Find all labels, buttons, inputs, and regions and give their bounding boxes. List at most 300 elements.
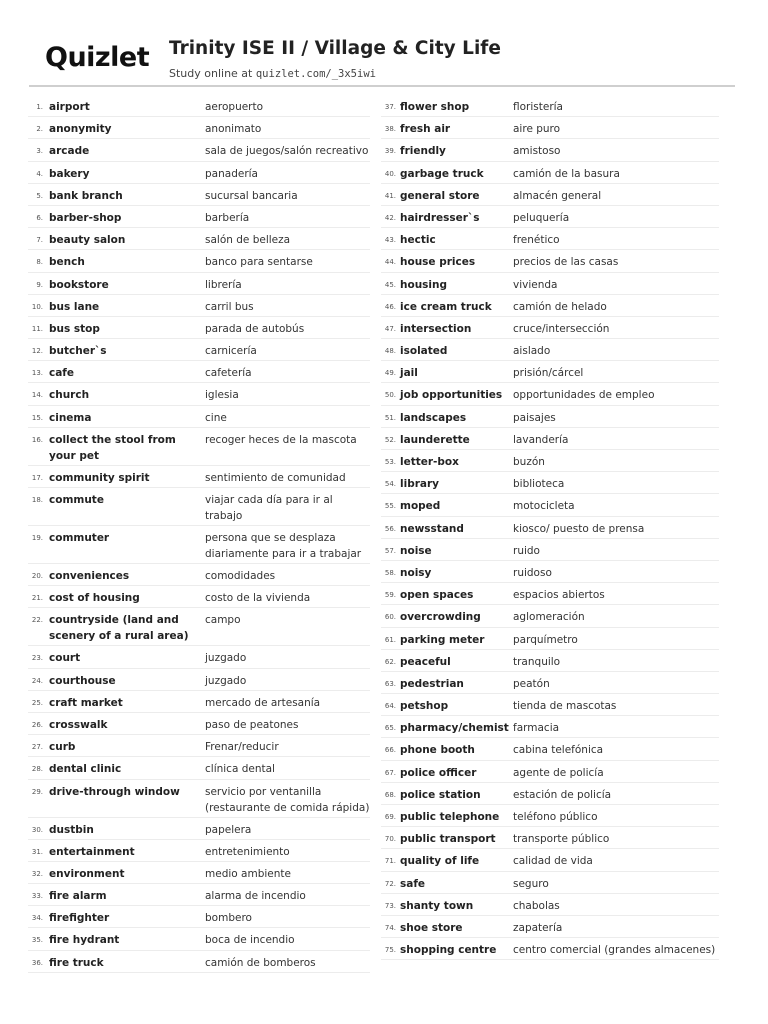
item-number: 18. — [31, 496, 43, 504]
item-number: 22. — [31, 616, 43, 625]
list-item — [381, 406, 719, 428]
list-item — [381, 672, 719, 694]
definition: cruce/intersección — [513, 322, 610, 335]
list-item — [381, 694, 719, 716]
item-number: 41. — [384, 191, 396, 200]
item-number: 7. — [36, 236, 43, 245]
definition: cine — [205, 411, 227, 424]
definition: sala de juegos/salón recreativo — [205, 145, 369, 158]
list-item — [381, 428, 719, 450]
item-number: 19. — [31, 534, 43, 542]
item-number: 32. — [31, 869, 43, 878]
list-item — [28, 757, 370, 779]
item-number: 45. — [384, 280, 396, 289]
item-number: 36. — [31, 958, 43, 967]
item-number: 30. — [31, 825, 43, 834]
list-item — [381, 383, 719, 405]
definition: cabina telefónica — [513, 744, 604, 757]
study-online-link[interactable]: quizlet.com/_3x5iwi — [255, 68, 376, 80]
term: landscapes — [400, 411, 467, 424]
item-number: 53. — [384, 458, 396, 466]
term: shoe store — [400, 921, 463, 934]
list-item — [28, 906, 370, 928]
item-number: 31. — [31, 847, 43, 856]
term: conveniences — [49, 570, 130, 582]
item-number: 24. — [31, 676, 43, 685]
definition: aire puro — [513, 123, 561, 136]
list-item — [28, 840, 370, 862]
term: beauty salon — [49, 234, 126, 247]
item-number: 11. — [31, 324, 43, 333]
definition: zapatería — [513, 921, 563, 934]
item-number: 61. — [384, 635, 396, 644]
list-item — [28, 884, 370, 906]
item-number: 68. — [384, 790, 396, 799]
term: isolated — [400, 345, 448, 358]
definition: calidad de vida — [513, 855, 593, 868]
definition: camión de helado — [513, 300, 607, 313]
definition: campo — [205, 614, 241, 627]
definition: lavandería — [513, 433, 569, 446]
definition: carnicería — [205, 345, 257, 358]
term: commute — [49, 494, 104, 506]
definition: alarma de incendio — [205, 890, 306, 903]
definition: sucursal bancaria — [205, 189, 298, 202]
item-number: 3. — [36, 147, 43, 156]
definition: sentimiento de comunidad — [205, 471, 346, 484]
item-number: 55. — [384, 502, 396, 511]
item-number: 6. — [36, 213, 43, 222]
item-number: 48. — [384, 347, 396, 356]
definition: farmacia — [513, 722, 560, 735]
list-item — [28, 361, 370, 383]
definition: iglesia — [205, 389, 239, 402]
definition: viajar cada día para ir al trabajo — [205, 494, 333, 522]
item-number: 28. — [31, 765, 43, 774]
list-item — [381, 317, 719, 339]
definition: paisajes — [513, 411, 556, 424]
definition: almacén general — [513, 189, 602, 202]
term: launderette — [400, 433, 470, 446]
quizlet-logo: Quizlet — [45, 42, 150, 73]
term: fire alarm — [49, 890, 107, 903]
item-number: 72. — [384, 879, 396, 888]
term: hectic — [400, 234, 436, 247]
definition: costo de la vivienda — [205, 592, 311, 605]
term: bank branch — [49, 189, 123, 202]
item-number: 58. — [384, 568, 396, 577]
item-number: 66. — [384, 746, 396, 755]
item-number: 69. — [384, 813, 396, 821]
term: shanty town — [400, 899, 474, 912]
item-number: 29. — [31, 787, 43, 796]
item-number: 47. — [384, 324, 396, 333]
list-item — [381, 938, 719, 960]
list-item — [28, 206, 370, 228]
term: petshop — [400, 700, 449, 713]
item-number: 67. — [384, 768, 396, 777]
list-item — [381, 472, 719, 494]
definition: centro comercial (grandes almacenes) — [513, 944, 716, 957]
definition: transporte público — [513, 833, 610, 846]
item-number: 43. — [384, 236, 396, 245]
definition: banco para sentarse — [205, 256, 313, 269]
item-number: 52. — [384, 435, 396, 444]
item-number: 59. — [384, 591, 396, 600]
list-item — [28, 339, 370, 361]
list-item — [28, 184, 370, 206]
item-number: 40. — [384, 169, 396, 178]
list-item — [381, 894, 719, 916]
term: curb — [49, 741, 76, 754]
term: open spaces — [400, 589, 474, 602]
item-number: 23. — [31, 654, 43, 663]
list-item — [28, 273, 370, 295]
term: fresh air — [400, 123, 451, 136]
definition: floristería — [513, 101, 563, 113]
definition: kiosco/ puesto de prensa — [513, 522, 645, 535]
item-number: 37. — [384, 103, 396, 111]
item-number: 73. — [384, 901, 396, 910]
definition: aeropuerto — [205, 101, 264, 113]
list-item — [381, 761, 719, 783]
definition: boca de incendio — [205, 934, 295, 947]
list-item — [381, 650, 719, 672]
item-number: 4. — [36, 169, 43, 178]
item-number: 10. — [31, 302, 43, 311]
list-item — [381, 228, 719, 250]
definition: ruidoso — [513, 566, 552, 579]
item-number: 17. — [31, 473, 43, 482]
list-item — [28, 608, 370, 646]
list-item — [381, 805, 719, 827]
list-item — [28, 317, 370, 339]
definition: precios de las casas — [513, 256, 619, 269]
list-item — [28, 646, 370, 668]
list-item — [381, 916, 719, 938]
item-number: 8. — [36, 258, 43, 267]
term: peaceful — [400, 655, 451, 668]
definition: estación de policía — [513, 788, 612, 801]
subtitle-prefix: Study online at — [169, 67, 256, 80]
term: cost of housing — [49, 592, 140, 605]
definition: medio ambiente — [205, 867, 291, 880]
term: quality of life — [400, 855, 480, 868]
term: collect the stool from your pet — [49, 433, 176, 462]
list-item — [381, 250, 719, 272]
list-item — [28, 428, 370, 466]
item-number: 27. — [31, 743, 43, 752]
vocabulary-column-left — [28, 95, 370, 973]
list-item — [381, 561, 719, 583]
list-item — [28, 713, 370, 735]
term: noise — [400, 544, 432, 557]
list-item — [28, 951, 370, 973]
item-number: 13. — [31, 369, 43, 378]
definition: peluquería — [513, 211, 570, 224]
list-item — [28, 564, 370, 586]
term: arcade — [49, 145, 90, 158]
item-number: 38. — [384, 125, 396, 134]
item-number: 16. — [31, 435, 43, 444]
term: community spirit — [49, 471, 150, 484]
term: public telephone — [400, 811, 500, 823]
item-number: 2. — [36, 125, 43, 134]
list-item — [381, 849, 719, 871]
term: phone booth — [400, 744, 475, 757]
definition: prisión/cárcel — [513, 367, 584, 380]
definition: aglomeración — [513, 611, 585, 624]
definition: frenético — [513, 234, 560, 247]
term: fire hydrant — [49, 934, 120, 947]
term: bench — [49, 256, 85, 269]
term: airport — [49, 101, 90, 113]
list-item — [28, 526, 370, 564]
term: courthouse — [49, 674, 116, 687]
definition: librería — [205, 278, 242, 291]
item-number: 25. — [31, 698, 43, 707]
definition: servicio por ventanilla (restaurante de comida rápida) — [205, 785, 370, 814]
term: flower shop — [400, 101, 470, 113]
term: jail — [400, 367, 418, 380]
list-item — [28, 466, 370, 488]
term: dustbin — [49, 823, 94, 836]
definition: comodidades — [205, 570, 276, 582]
list-item — [381, 95, 719, 117]
study-online-line — [169, 67, 376, 80]
list-item — [28, 780, 370, 818]
definition: cafetería — [205, 367, 252, 380]
item-number: 60. — [384, 613, 396, 622]
definition: panadería — [205, 167, 258, 180]
term: intersection — [400, 322, 472, 335]
definition: camión de la basura — [513, 167, 620, 180]
item-number: 57. — [384, 546, 396, 555]
definition: barbería — [205, 211, 250, 224]
definition: bombero — [205, 912, 252, 925]
definition: vivienda — [513, 278, 558, 291]
list-item — [381, 117, 719, 139]
term: barber-shop — [49, 211, 122, 224]
list-item — [381, 450, 719, 472]
list-item — [381, 361, 719, 383]
list-item — [381, 273, 719, 295]
term: moped — [400, 500, 441, 513]
term: safe — [400, 877, 426, 890]
item-number: 44. — [384, 258, 396, 267]
item-number: 50. — [384, 391, 396, 400]
term: commuter — [49, 532, 110, 544]
item-number: 5. — [36, 191, 43, 200]
term: ice cream truck — [400, 300, 492, 313]
item-number: 75. — [384, 946, 396, 955]
term: bus stop — [49, 322, 100, 335]
item-number: 35. — [31, 936, 43, 945]
list-item — [28, 228, 370, 250]
item-number: 26. — [31, 720, 43, 729]
definition: ruido — [513, 544, 540, 557]
term: police officer — [400, 766, 477, 779]
term: firefighter — [49, 912, 110, 925]
term: overcrowding — [400, 611, 481, 624]
definition: buzón — [513, 456, 545, 468]
definition: amistoso — [513, 145, 561, 158]
term: butcher`s — [49, 345, 107, 358]
list-item — [381, 605, 719, 627]
definition: entretenimiento — [205, 845, 290, 858]
term: craft market — [49, 696, 123, 709]
list-item — [381, 184, 719, 206]
term: drive-through window — [49, 785, 180, 798]
definition: espacios abiertos — [513, 589, 605, 602]
definition: Frenar/reducir — [205, 741, 279, 754]
item-number: 70. — [384, 835, 396, 844]
list-item — [28, 586, 370, 608]
list-item — [28, 383, 370, 405]
list-item — [381, 139, 719, 161]
definition: anonimato — [205, 123, 262, 136]
definition: parquímetro — [513, 633, 578, 646]
page-header — [0, 0, 768, 90]
term: pharmacy/chemist — [400, 722, 509, 735]
item-number: 20. — [31, 572, 43, 580]
term: job opportunities — [400, 389, 503, 402]
term: public transport — [400, 833, 496, 846]
list-item — [381, 583, 719, 605]
list-item — [28, 928, 370, 950]
term: bookstore — [49, 278, 109, 291]
term: hairdresser`s — [400, 211, 480, 224]
term: anonymity — [49, 123, 112, 136]
list-item — [381, 738, 719, 760]
list-item — [381, 539, 719, 561]
list-item — [28, 691, 370, 713]
list-item — [381, 517, 719, 539]
term: newsstand — [400, 522, 464, 535]
term: entertainment — [49, 845, 135, 858]
definition: opportunidades de empleo — [513, 389, 655, 402]
list-item — [381, 339, 719, 361]
term: housing — [400, 278, 448, 291]
item-number: 42. — [384, 213, 396, 222]
item-number: 51. — [384, 413, 396, 422]
item-number: 54. — [384, 480, 396, 489]
definition: seguro — [513, 877, 549, 890]
definition: juzgado — [205, 674, 247, 687]
list-item — [28, 488, 370, 526]
definition: paso de peatones — [205, 718, 299, 731]
term: bakery — [49, 167, 90, 180]
definition: tienda de mascotas — [513, 700, 617, 713]
page-title: Trinity ISE II / Village & City Life — [169, 38, 501, 59]
term: bus lane — [49, 300, 100, 313]
item-number: 56. — [384, 524, 396, 533]
definition: mercado de artesanía — [205, 696, 321, 709]
term: library — [400, 478, 440, 491]
item-number: 39. — [384, 147, 396, 156]
list-item — [381, 783, 719, 805]
term: friendly — [400, 145, 446, 158]
term: house prices — [400, 256, 476, 269]
item-number: 64. — [384, 702, 396, 711]
item-number: 46. — [384, 302, 396, 311]
term: crosswalk — [49, 718, 108, 731]
term: fire truck — [49, 956, 104, 969]
term: countryside (land and scenery of a rural area) — [49, 614, 189, 643]
item-number: 74. — [384, 923, 396, 932]
item-number: 12. — [31, 347, 43, 356]
term: dental clinic — [49, 763, 122, 776]
definition: carril bus — [205, 300, 254, 313]
definition: camión de bomberos — [205, 956, 316, 969]
vocabulary-column-right — [381, 95, 719, 960]
definition: recoger heces de la mascota — [205, 433, 357, 446]
definition: juzgado — [205, 652, 247, 665]
term: parking meter — [400, 633, 485, 646]
item-number: 49. — [384, 369, 396, 378]
term: environment — [49, 867, 125, 880]
list-item — [381, 494, 719, 516]
item-number: 14. — [31, 391, 43, 400]
term: church — [49, 389, 90, 402]
term: pedestrian — [400, 677, 464, 690]
definition: papelera — [205, 823, 252, 836]
definition: motocicleta — [513, 500, 575, 513]
definition: clínica dental — [205, 763, 275, 776]
header-divider — [29, 85, 735, 87]
definition: persona que se desplaza diariamente para ir a trabajar — [205, 532, 362, 560]
list-item — [381, 872, 719, 894]
term: police station — [400, 788, 481, 801]
term: general store — [400, 189, 480, 202]
definition: aislado — [513, 345, 551, 358]
list-item — [28, 250, 370, 272]
item-number: 62. — [384, 657, 396, 666]
list-item — [28, 95, 370, 117]
definition: salón de belleza — [205, 234, 291, 247]
term: cafe — [49, 367, 74, 380]
list-item — [28, 406, 370, 428]
definition: agente de policía — [513, 766, 604, 779]
list-item — [381, 295, 719, 317]
list-item — [381, 716, 719, 738]
list-item — [28, 669, 370, 691]
definition: parada de autobús — [205, 322, 305, 335]
term: cinema — [49, 411, 92, 424]
term: noisy — [400, 566, 432, 579]
list-item — [28, 295, 370, 317]
definition: peatón — [513, 677, 550, 690]
definition: biblioteca — [513, 478, 565, 491]
term: court — [49, 652, 81, 665]
list-item — [381, 827, 719, 849]
item-number: 65. — [384, 724, 396, 733]
item-number: 15. — [31, 413, 43, 422]
item-number: 63. — [384, 679, 396, 688]
item-number: 21. — [31, 594, 43, 603]
list-item — [28, 139, 370, 161]
term: garbage truck — [400, 167, 484, 180]
definition: chabolas — [513, 899, 560, 912]
item-number: 33. — [31, 892, 43, 901]
list-item — [28, 818, 370, 840]
list-item — [381, 206, 719, 228]
definition: teléfono público — [513, 811, 598, 823]
list-item — [28, 862, 370, 884]
definition: tranquilo — [513, 655, 561, 668]
list-item — [28, 162, 370, 184]
item-number: 34. — [31, 914, 43, 923]
